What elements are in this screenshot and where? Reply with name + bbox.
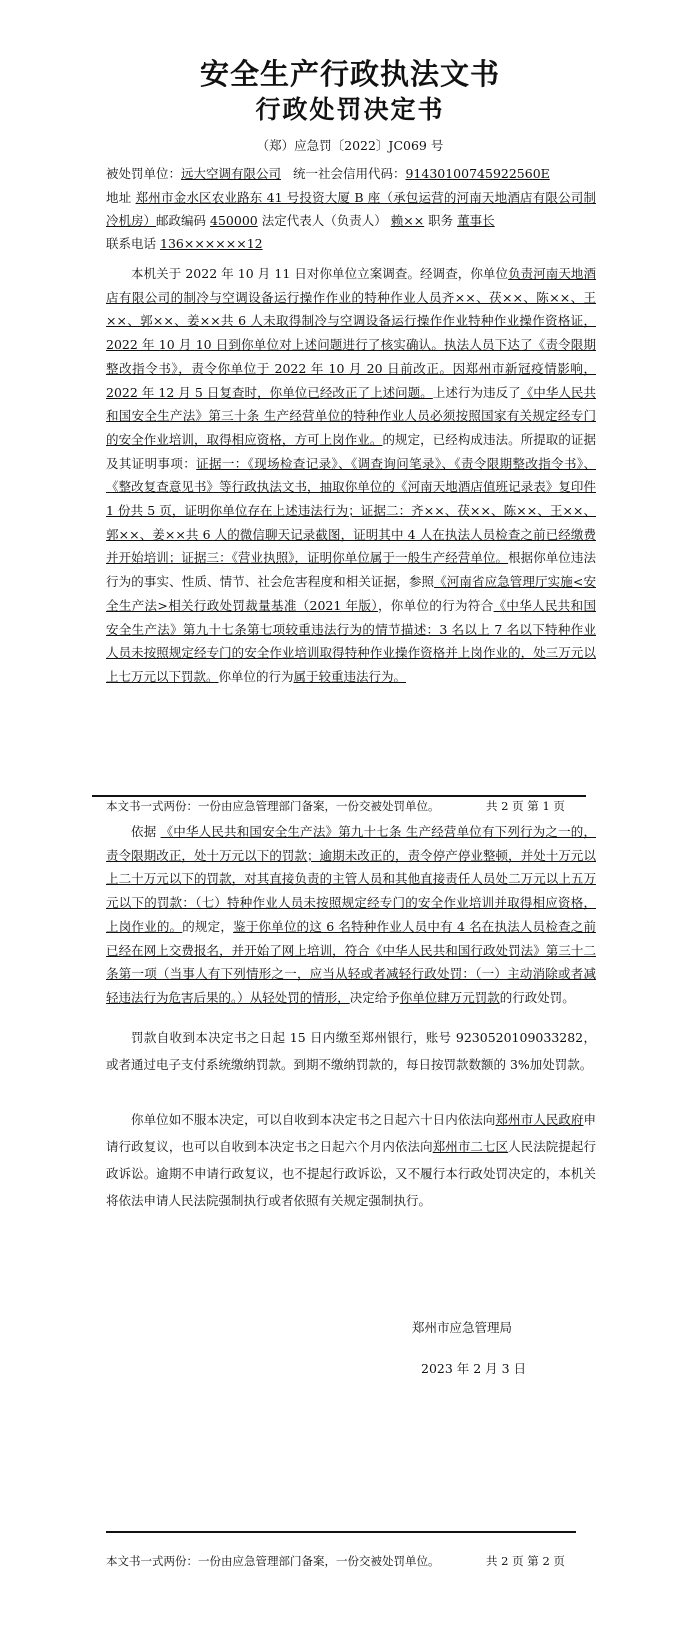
p1-evidence-lead: 的规定，已经构成违法。所提取的证据及其证明事项： — [106, 431, 596, 471]
phone-label: 联系电话 — [106, 236, 157, 251]
document-number: （郑）应急罚〔2022〕JC069 号 — [256, 138, 444, 153]
representative: 赖×× — [390, 213, 425, 228]
phone: 136××××××12 — [160, 236, 263, 251]
page-divider — [92, 795, 586, 797]
party-address-block — [106, 186, 596, 255]
credit-code: 91430100745922560E — [405, 166, 550, 181]
job-label: 职务 — [428, 213, 454, 228]
p1-law-article-30: 《中华人民共和国安全生产法》第三十条 生产经营单位的特种作业人员必须按照国家有关规定经专门的安全作业培训，取得相应资格，方可上岗作业。 — [106, 384, 596, 447]
p1-evidence: 证据一：《现场检查记录》、《调查询问笔录》、《责令限期整改指令书》、《整改复查意见书》等行政执法文书，抽取你单位的《河南天地酒店值班记录表》复印件 1 份共 5 页，证明你单位存在上述违法行为；证据二：齐××、茯××、陈××、王××、郭××、姜××共 6 人的微信聊天记录截图，证明其中 4 人在执法人员检查之前已经缴费并开始培训；证据三：《营业执照》，证明你单位属于一般生产经营单位。 — [106, 455, 596, 566]
appeal-paragraph — [106, 1106, 596, 1214]
postcode: 450000 — [210, 213, 258, 228]
issue-date: 2023 年 2 月 3 日 — [421, 1361, 527, 1376]
postcode-label: 邮政编码 — [156, 213, 207, 228]
p4-mid: 申请行政复议，也可以自收到本决定书之日起六个月内依法向 — [106, 1112, 596, 1154]
party-line-1 — [106, 162, 596, 185]
issuing-authority: 郑州市应急管理局 — [412, 1320, 513, 1335]
p2-decision-end: 的行政处罚。 — [499, 989, 575, 1005]
p2-mid: 的规定， — [182, 918, 234, 934]
address-label: 地址 — [106, 190, 132, 205]
p1-discretion-standard: 《河南省应急管理厅实施<安全生产法>相关行政处罚裁量基准（2021 年版） — [106, 574, 596, 613]
p4-review-authority: 郑州市人民政府 — [495, 1112, 584, 1127]
credit-code-label: 统一社会信用代码： — [292, 166, 406, 181]
job-title: 董事长 — [457, 213, 495, 228]
footer-divider — [106, 1531, 576, 1533]
footer-note-page1: 本文书一式两份：一份由应急管理部门备案，一份交被处罚单位。 — [106, 799, 440, 813]
footer-page-number-2: 共 2 页 第 2 页 — [486, 1554, 565, 1568]
p1-conclusion: 属于较重违法行为。 — [293, 668, 407, 684]
p2-mitigation: 鉴于你单位的这 6 名特种作业人员中有 4 名在执法人员检查之前已经在网上交费报名，并开始了网上培训，符合《中华人民共和国行政处罚法》第三十二条第一项（当事人有下列情形之一，应当从轻或者减轻行政处罚：（一）主动消除或者减轻违法行为危害后果的。）从轻处罚的情形， — [106, 918, 596, 1005]
p2-decision-lead: 决定给予 — [349, 989, 400, 1005]
p1-basis-lead: 根据你单位违法行为的事实、性质、情节、社会危害程度和相关证据，参照 — [106, 550, 596, 590]
p1-facts: 负责河南天地酒店有限公司的制冷与空调设备运行操作作业的特种作业人员齐××、茯××、陈××、王××、郭××、姜××共 6 人未取得制冷与空调设备运行操作作业特种作业操作资格证，2022 年 10 月 10 日到你单位对上述问题进行了核实确认。执法人员下达了《责令限期整改指令书》，责令你单位于 2022 年 10 月 20 日前改正。因郑州市新冠疫情影响，2022 年 12 月 5 日复查时，你单位已经改正了上述问题。 — [106, 266, 596, 400]
representative-label: 法定代表人（负责人） — [261, 213, 387, 228]
document-title: 安全生产行政执法文书 — [199, 57, 500, 91]
payment-paragraph: 罚款自收到本决定书之日起 15 日内缴至郑州银行，账号 9230520109033282，或者通过电子支付系统缴纳罚款。到期不缴纳罚款的，每日按罚款数额的 3%加处罚款。 — [106, 1030, 596, 1072]
p1-circumstance: 《中华人民共和国安全生产法》第九十七条第七项较重违法行为的情节描述：3 名以上 7 名以下特种作业人员未按照规定经专门的安全作业培训取得特种作业操作资格并上岗作业的，处三万元以上七万元以下罚款。 — [106, 597, 596, 684]
unit-label: 被处罚单位： — [106, 166, 182, 181]
footer-note-page2: 本文书一式两份：一份由应急管理部门备案，一份交被处罚单位。 — [106, 1554, 440, 1568]
p4-court: 郑州市二七区 — [432, 1139, 509, 1154]
address: 郑州市金水区农业路东 41 号投资大厦 B 座（承包运营的河南天地酒店有限公司制冷机房） — [106, 190, 596, 228]
p2-law-article-97: 《中华人民共和国安全生产法》第九十七条 生产经营单位有下列行为之一的，责令限期改正，处十万元以下的罚款；逾期未改正的，责令停产停业整顿，并处十万元以上二十万元以下的罚款，对其直接负责的主管人员和其他直接责任人员处二万元以上五万元以下的罚款：（七）特种作业人员未按照规定经专门的安全作业培训并取得相应资格，上岗作业的。 — [106, 824, 596, 934]
document-subtitle: 行政处罚决定书 — [255, 95, 445, 124]
p2-penalty: 你单位肆万元罚款 — [399, 989, 500, 1005]
p1-conclusion-lead: 你单位的行为 — [218, 668, 294, 684]
p1-intro: 本机关于 2022 年 10 月 11 日对你单位立案调查。经调查，你单位 — [131, 266, 509, 281]
p1-violation-lead: 上述行为违反了 — [432, 384, 521, 400]
p2-lead: 依据 — [131, 824, 157, 839]
unit-name: 远大空调有限公司 — [181, 166, 282, 181]
investigation-paragraph — [106, 262, 596, 689]
p4-intro: 你单位如不服本决定，可以自收到本决定书之日起六十日内依法向 — [131, 1112, 496, 1127]
p1-conform-lead: ，你单位的行为符合 — [377, 597, 494, 613]
p4-end: 人民法院提起行政诉讼。逾期不申请行政复议，也不提起行政诉讼，又不履行本行政处罚决定的，本机关将依法申请人民法院强制执行或者依照有关规定强制执行。 — [106, 1139, 596, 1208]
decision-paragraph — [106, 820, 596, 1010]
footer-page-number-1: 共 2 页 第 1 页 — [486, 799, 565, 813]
